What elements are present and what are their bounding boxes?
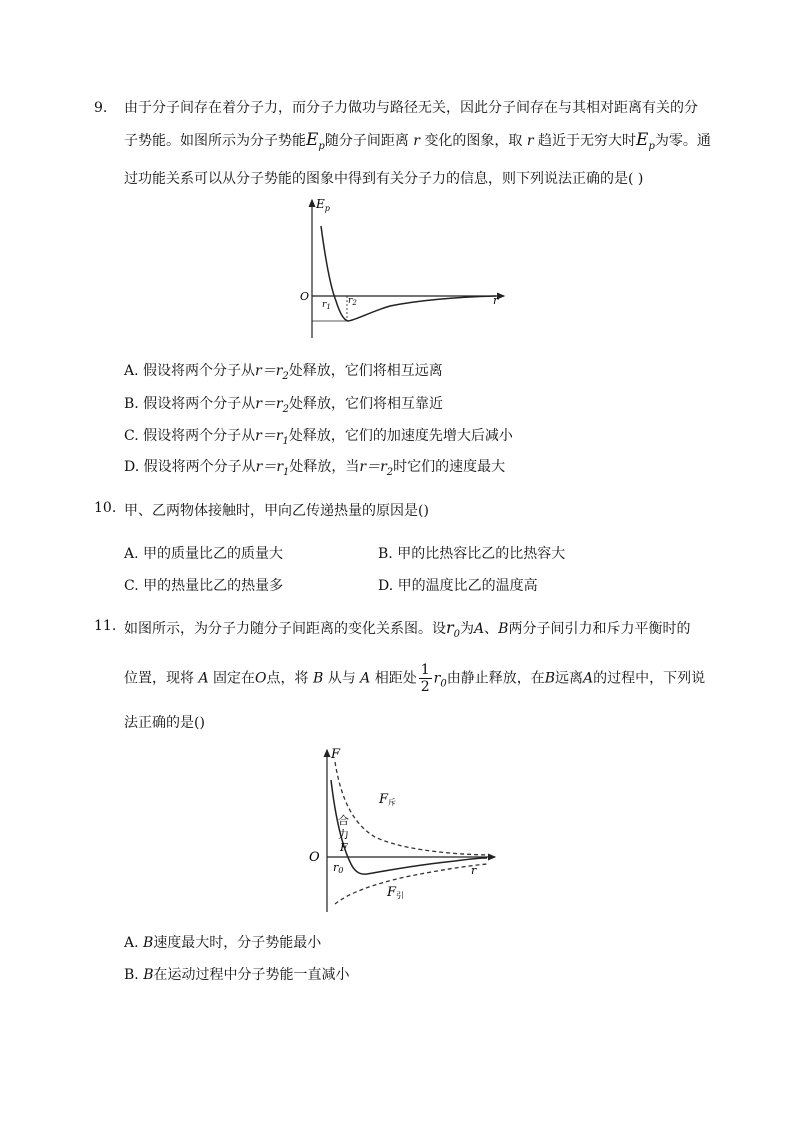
- r1-label: $r_1$: [322, 300, 331, 311]
- potential-energy-graph: [300, 196, 510, 350]
- option-b[interactable]: B. B在运动过程中分子势能一直减小: [124, 967, 350, 983]
- x-axis-label: r: [493, 294, 499, 307]
- repulsive-force-curve: [335, 762, 487, 855]
- r2-label: $r_2$: [348, 296, 357, 307]
- net-force-label: 力: [338, 828, 349, 841]
- option-d[interactable]: D. 假设将两个分子从$r=r_1$处释放，当$r=r_2$时它们的速度最大: [124, 459, 506, 478]
- fraction-half: $\frac{1}{2}$: [420, 662, 430, 695]
- option-a[interactable]: A. B速度最大时，分子势能最小: [124, 935, 322, 951]
- net-force-curve: [331, 780, 487, 874]
- stem-line: 如图所示，为分子力随分子间距离的变化关系图。设$r_0$为A、B两分子间引力和斥力平衡时的: [124, 618, 691, 640]
- force-graph: [305, 744, 510, 918]
- net-force-label: F: [340, 841, 348, 854]
- origin-label: O: [300, 290, 310, 303]
- net-force-label: 合: [338, 814, 349, 827]
- stem-line: 过功能关系可以从分子势能的图象中得到有关分子力的信息，则下列说法正确的是( ): [124, 170, 644, 187]
- origin-label: O: [309, 850, 320, 865]
- option-a[interactable]: A. 甲的质量比乙的质量大: [124, 546, 284, 562]
- question-stem: 甲、乙两物体接触时，甲向乙传递热量的原因是(): [124, 503, 429, 519]
- question-number: 9.: [94, 100, 108, 116]
- option-c[interactable]: C. 甲的热量比乙的热量多: [124, 578, 284, 594]
- stem-line: 由于分子间存在着分子力，而分子力做功与路径无关，因此分子间存在与其相对距离有关的分: [124, 100, 698, 116]
- question-stem: [124, 92, 709, 195]
- stem-line: 位置，现将 A 固定在O点，将 B 从与 A 相距处 $\frac{1}{2}$ $r_0$由静止释放，在B远离A的过程中，下列说: [124, 662, 706, 695]
- question-number: 10.: [94, 500, 117, 516]
- attractive-force-label: F引: [387, 885, 405, 900]
- x-axis-label: r: [471, 864, 477, 877]
- y-axis-label: $E_p$: [316, 197, 330, 213]
- repulsive-force-label: F斥: [379, 792, 397, 807]
- y-axis-label: F: [331, 747, 341, 762]
- r0-label: r0: [333, 861, 344, 875]
- stem-line: 子势能。如图所示为分子势能$E_p$随分子间距离 r 变化的图象，取 r 趋近于无穷大时$E_p$为零。通: [124, 130, 711, 152]
- stem-line: 法正确的是(): [124, 715, 205, 731]
- option-d[interactable]: D. 甲的温度比乙的温度高: [378, 578, 538, 594]
- option-a[interactable]: A. 假设将两个分子从$r=r_2$处释放，它们将相互远离: [124, 363, 443, 382]
- attractive-force-curve: [335, 864, 487, 904]
- potential-curve: [321, 226, 496, 321]
- question-number: 11.: [94, 618, 117, 634]
- option-b[interactable]: B. 甲的比热容比乙的比热容大: [378, 546, 566, 562]
- option-b[interactable]: B. 假设将两个分子从$r=r_2$处释放，它们将相互靠近: [124, 396, 443, 415]
- option-c[interactable]: C. 假设将两个分子从$r=r_1$处释放，它们的加速度先增大后减小: [124, 428, 513, 447]
